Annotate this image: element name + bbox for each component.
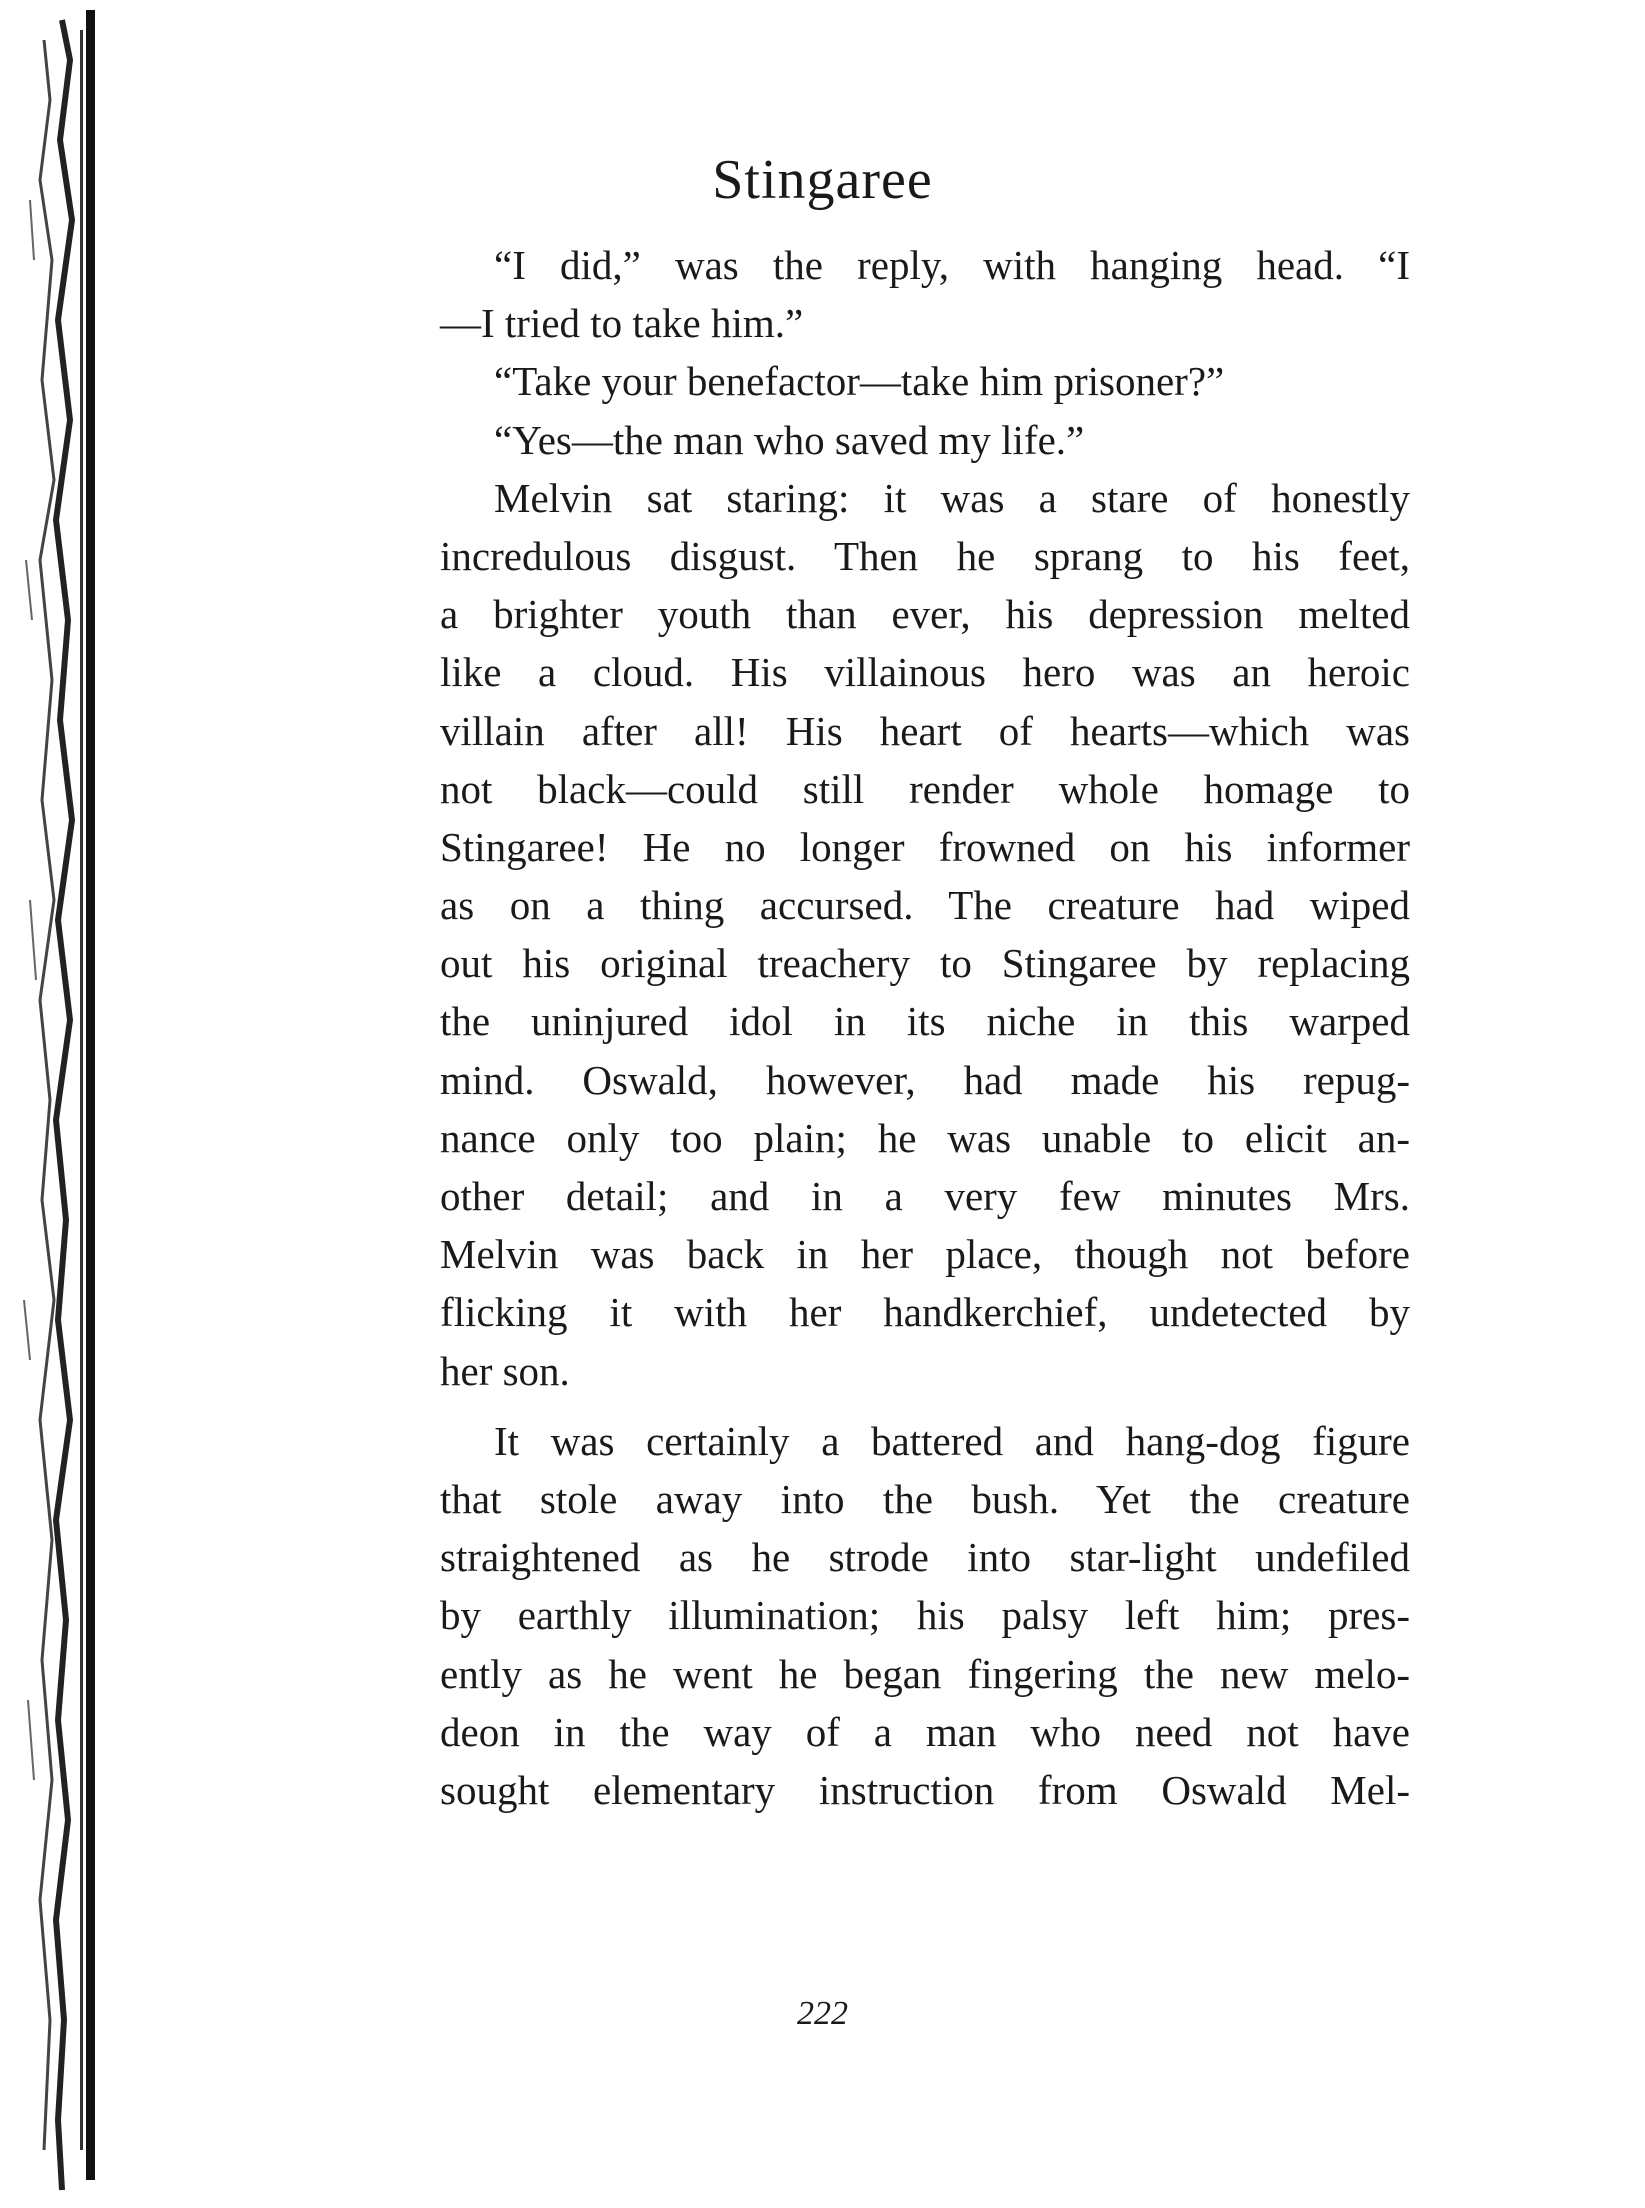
text-line: “Yes—the man who saved my life.” bbox=[494, 416, 1085, 463]
text-line: as on a thing accursed. The creature had wiped bbox=[440, 882, 1410, 929]
text-line: the uninjured idol in its niche in this warped bbox=[440, 998, 1410, 1045]
text-line: that stole away into the bush. Yet the creature bbox=[440, 1475, 1410, 1522]
running-title: Stingaree bbox=[712, 149, 933, 211]
text-line: It was certainly a battered and hang-dog figure bbox=[494, 1417, 1410, 1464]
text-line: other detail; and in a very few minutes Mrs. bbox=[440, 1173, 1410, 1219]
text-line: her son. bbox=[440, 1347, 570, 1394]
text-line: ently as he went he began fingering the new melo- bbox=[440, 1650, 1410, 1697]
text-line: villain after all! His heart of hearts—which was bbox=[440, 707, 1410, 754]
text-line: flicking it with her handkerchief, undetected by bbox=[440, 1289, 1410, 1336]
text-line: a brighter youth than ever, his depression melted bbox=[440, 591, 1410, 638]
text-line: Melvin was back in her place, though not before bbox=[440, 1231, 1410, 1278]
paragraph-gap bbox=[440, 1400, 1410, 1412]
text-line: Stingaree! He no longer frowned on his informer bbox=[440, 823, 1410, 870]
text-line: like a cloud. His villainous hero was an heroic bbox=[440, 649, 1410, 696]
text-line: straightened as he strode into star-light undefiled bbox=[440, 1534, 1410, 1581]
text-line: incredulous disgust. Then he sprang to his feet, bbox=[440, 532, 1410, 579]
text-line: sought elementary instruction from Oswald Mel- bbox=[440, 1766, 1410, 1813]
text-line: —I tried to take him.” bbox=[440, 300, 804, 347]
text-line: Melvin sat staring: it was a stare of honestly bbox=[494, 474, 1410, 521]
text-line: out his original treachery to Stingaree by replacing bbox=[440, 940, 1410, 987]
text-line: mind. Oswald, however, had made his repug- bbox=[440, 1056, 1410, 1103]
text-line: not black—could still render whole homage to bbox=[440, 765, 1410, 812]
text-line: “I did,” was the reply, with hanging head. “I bbox=[494, 242, 1410, 288]
text-line: by earthly illumination; his palsy left him; pres- bbox=[440, 1592, 1410, 1639]
text-line: “Take your benefactor—take him prisoner?” bbox=[494, 358, 1225, 405]
page-number: 222 bbox=[797, 1995, 848, 2032]
body-text bbox=[440, 236, 1410, 1819]
scanned-binding-edge bbox=[0, 0, 110, 2208]
text-line: nance only too plain; he was unable to elicit an- bbox=[440, 1114, 1410, 1161]
text-line: deon in the way of a man who need not have bbox=[440, 1708, 1410, 1755]
